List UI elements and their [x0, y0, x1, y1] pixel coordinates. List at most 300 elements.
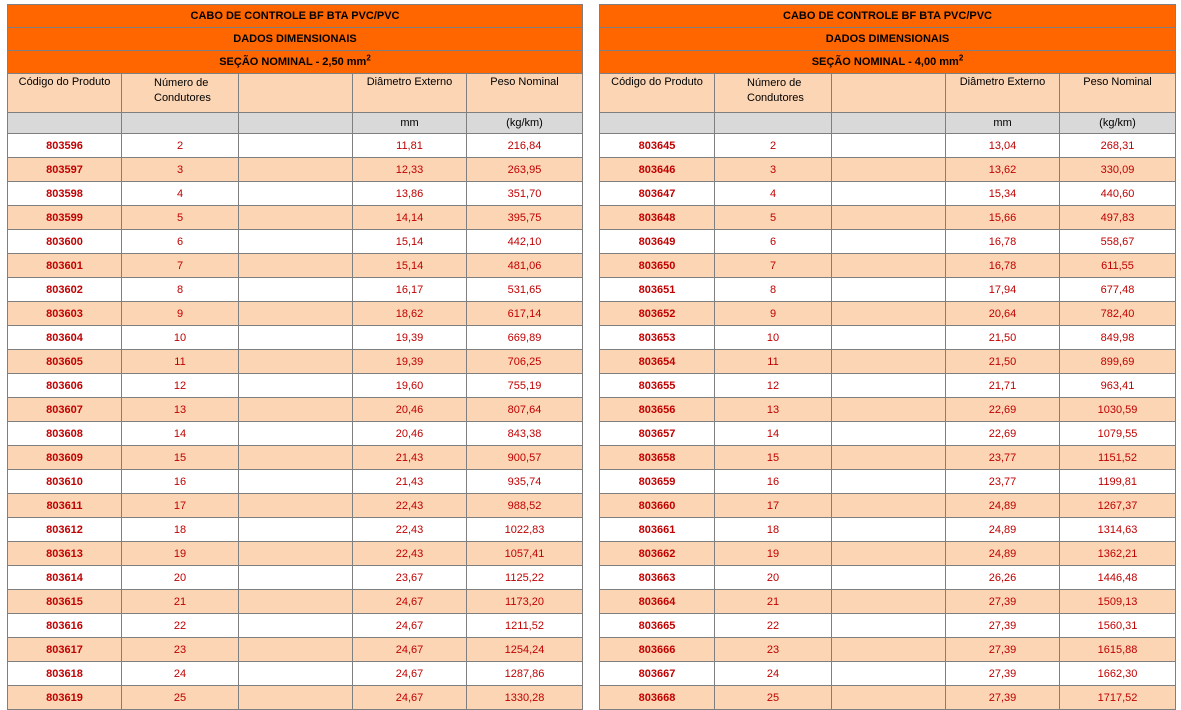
- nominal-weight: 1615,88: [1060, 638, 1176, 662]
- product-code: 803600: [8, 230, 122, 254]
- col-header-diameter: Diâmetro Externo: [946, 74, 1060, 113]
- conductor-count: 25: [122, 686, 239, 710]
- conductor-count: 21: [715, 590, 832, 614]
- blank-cell: [239, 662, 353, 686]
- conductor-count: 17: [122, 494, 239, 518]
- outer-diameter: 22,69: [946, 422, 1060, 446]
- nominal-weight: 677,48: [1060, 278, 1176, 302]
- col-header-code: Código do Produto: [600, 74, 715, 113]
- blank-cell: [239, 398, 353, 422]
- unit-cell-empty: [600, 113, 715, 134]
- table-subtitle: DADOS DIMENSIONAIS: [600, 28, 1176, 51]
- section-text: SEÇÃO NOMINAL - 4,00 mm: [811, 56, 959, 68]
- product-code: 803596: [8, 134, 122, 158]
- product-code: 803614: [8, 566, 122, 590]
- table-row: [8, 182, 583, 206]
- outer-diameter: 24,67: [353, 590, 467, 614]
- unit-weight: (kg/km): [1060, 113, 1176, 134]
- table-row: [8, 542, 583, 566]
- col-header-conductors: Número de Condutores: [122, 74, 239, 113]
- conductor-count: 22: [122, 614, 239, 638]
- section-superscript: 2: [958, 53, 964, 63]
- conductor-count: 12: [122, 374, 239, 398]
- blank-cell: [832, 638, 946, 662]
- blank-cell: [239, 182, 353, 206]
- table-row: [600, 518, 1176, 542]
- table-title: CABO DE CONTROLE BF BTA PVC/PVC: [8, 5, 583, 28]
- nominal-weight: 611,55: [1060, 254, 1176, 278]
- col-header-conductors: Número de Condutores: [715, 74, 832, 113]
- blank-cell: [239, 470, 353, 494]
- conductor-count: 15: [715, 446, 832, 470]
- table-row: [8, 206, 583, 230]
- conductor-count: 18: [122, 518, 239, 542]
- nominal-weight: 669,89: [467, 326, 583, 350]
- product-code: 803645: [600, 134, 715, 158]
- blank-cell: [239, 134, 353, 158]
- conductor-count: 25: [715, 686, 832, 710]
- nominal-weight: 1287,86: [467, 662, 583, 686]
- blank-cell: [832, 470, 946, 494]
- product-code: 803603: [8, 302, 122, 326]
- product-code: 803612: [8, 518, 122, 542]
- conductor-count: 9: [715, 302, 832, 326]
- conductor-count: 5: [122, 206, 239, 230]
- blank-cell: [239, 422, 353, 446]
- outer-diameter: 20,64: [946, 302, 1060, 326]
- outer-diameter: 22,43: [353, 494, 467, 518]
- nominal-weight: 1254,24: [467, 638, 583, 662]
- nominal-weight: 706,25: [467, 350, 583, 374]
- outer-diameter: 13,04: [946, 134, 1060, 158]
- nominal-weight: 900,57: [467, 446, 583, 470]
- table-row: [8, 470, 583, 494]
- table-row: [600, 206, 1176, 230]
- blank-cell: [832, 254, 946, 278]
- nominal-weight: 782,40: [1060, 302, 1176, 326]
- conductor-count: 24: [122, 662, 239, 686]
- outer-diameter: 16,17: [353, 278, 467, 302]
- unit-cell-empty: [122, 113, 239, 134]
- blank-cell: [832, 614, 946, 638]
- outer-diameter: 27,39: [946, 614, 1060, 638]
- nominal-weight: 1173,20: [467, 590, 583, 614]
- product-code: 803662: [600, 542, 715, 566]
- product-code: 803608: [8, 422, 122, 446]
- product-code: 803609: [8, 446, 122, 470]
- blank-cell: [832, 566, 946, 590]
- conductor-count: 10: [122, 326, 239, 350]
- table-row: [8, 662, 583, 686]
- conductor-count: 8: [715, 278, 832, 302]
- conductor-count: 17: [715, 494, 832, 518]
- outer-diameter: 24,67: [353, 638, 467, 662]
- blank-cell: [239, 206, 353, 230]
- product-code: 803646: [600, 158, 715, 182]
- product-code: 803666: [600, 638, 715, 662]
- nominal-weight: 849,98: [1060, 326, 1176, 350]
- conductor-count: 12: [715, 374, 832, 398]
- table-row: [8, 254, 583, 278]
- nominal-weight: 1057,41: [467, 542, 583, 566]
- product-code: 803653: [600, 326, 715, 350]
- outer-diameter: 21,43: [353, 470, 467, 494]
- nominal-weight: 1509,13: [1060, 590, 1176, 614]
- table-row: [600, 254, 1176, 278]
- product-code: 803616: [8, 614, 122, 638]
- blank-cell: [239, 566, 353, 590]
- conductor-count: 3: [715, 158, 832, 182]
- conductor-count: 6: [122, 230, 239, 254]
- nominal-weight: 1330,28: [467, 686, 583, 710]
- nominal-weight: 935,74: [467, 470, 583, 494]
- outer-diameter: 22,69: [946, 398, 1060, 422]
- table-2-50mm: [7, 4, 583, 710]
- section-superscript: 2: [366, 53, 371, 63]
- outer-diameter: 22,43: [353, 518, 467, 542]
- table-row: [8, 614, 583, 638]
- table-row: [8, 302, 583, 326]
- outer-diameter: 13,86: [353, 182, 467, 206]
- blank-cell: [832, 326, 946, 350]
- product-code: 803611: [8, 494, 122, 518]
- product-code: 803652: [600, 302, 715, 326]
- blank-cell: [239, 590, 353, 614]
- nominal-weight: 1079,55: [1060, 422, 1176, 446]
- unit-diameter: mm: [946, 113, 1060, 134]
- outer-diameter: 27,39: [946, 662, 1060, 686]
- product-code: 803610: [8, 470, 122, 494]
- nominal-weight: 843,38: [467, 422, 583, 446]
- unit-weight: (kg/km): [467, 113, 583, 134]
- conductor-count: 21: [122, 590, 239, 614]
- col-header-weight: Peso Nominal: [1060, 74, 1176, 113]
- blank-cell: [832, 590, 946, 614]
- nominal-weight: 1125,22: [467, 566, 583, 590]
- product-code: 803650: [600, 254, 715, 278]
- blank-cell: [239, 638, 353, 662]
- table-row: [8, 494, 583, 518]
- blank-cell: [832, 398, 946, 422]
- outer-diameter: 16,78: [946, 230, 1060, 254]
- table-row: [600, 134, 1176, 158]
- blank-cell: [832, 542, 946, 566]
- conductor-count: 2: [122, 134, 239, 158]
- product-code: 803667: [600, 662, 715, 686]
- product-code: 803663: [600, 566, 715, 590]
- product-code: 803617: [8, 638, 122, 662]
- blank-cell: [832, 134, 946, 158]
- conductor-count: 23: [715, 638, 832, 662]
- table-row: [8, 566, 583, 590]
- outer-diameter: 21,50: [946, 326, 1060, 350]
- conductor-count: 9: [122, 302, 239, 326]
- outer-diameter: 27,39: [946, 686, 1060, 710]
- conductor-count: 10: [715, 326, 832, 350]
- conductor-count: 20: [715, 566, 832, 590]
- nominal-weight: 440,60: [1060, 182, 1176, 206]
- outer-diameter: 26,26: [946, 566, 1060, 590]
- table-row: [600, 158, 1176, 182]
- conductor-count: 23: [122, 638, 239, 662]
- table-row: [600, 302, 1176, 326]
- blank-cell: [832, 494, 946, 518]
- nominal-weight: 216,84: [467, 134, 583, 158]
- col-header-diameter: Diâmetro Externo: [353, 74, 467, 113]
- product-code: 803664: [600, 590, 715, 614]
- nominal-weight: 1267,37: [1060, 494, 1176, 518]
- product-code: 803661: [600, 518, 715, 542]
- conductor-count: 16: [715, 470, 832, 494]
- conductor-count: 22: [715, 614, 832, 638]
- outer-diameter: 19,39: [353, 350, 467, 374]
- table-row: [600, 230, 1176, 254]
- blank-cell: [239, 254, 353, 278]
- nominal-weight: 988,52: [467, 494, 583, 518]
- outer-diameter: 24,89: [946, 494, 1060, 518]
- col-header-blank: [239, 74, 353, 113]
- table-row: [8, 158, 583, 182]
- table-row: [600, 326, 1176, 350]
- table-row: [600, 278, 1176, 302]
- conductor-count: 7: [122, 254, 239, 278]
- product-code: 803660: [600, 494, 715, 518]
- product-code: 803597: [8, 158, 122, 182]
- table-body: [600, 5, 1176, 710]
- unit-cell-empty: [239, 113, 353, 134]
- product-code: 803605: [8, 350, 122, 374]
- table-row: [600, 662, 1176, 686]
- blank-cell: [832, 302, 946, 326]
- product-code: 803613: [8, 542, 122, 566]
- nominal-weight: 617,14: [467, 302, 583, 326]
- table-title: CABO DE CONTROLE BF BTA PVC/PVC: [600, 5, 1176, 28]
- outer-diameter: 24,89: [946, 518, 1060, 542]
- blank-cell: [832, 158, 946, 182]
- conductor-count: 14: [122, 422, 239, 446]
- table-row: [600, 566, 1176, 590]
- table-row: [8, 326, 583, 350]
- nominal-weight: 1662,30: [1060, 662, 1176, 686]
- outer-diameter: 22,43: [353, 542, 467, 566]
- blank-cell: [832, 662, 946, 686]
- blank-cell: [832, 518, 946, 542]
- table-row: [600, 398, 1176, 422]
- conductor-count: 13: [122, 398, 239, 422]
- product-code: 803659: [600, 470, 715, 494]
- outer-diameter: 13,62: [946, 158, 1060, 182]
- conductor-count: 14: [715, 422, 832, 446]
- outer-diameter: 23,67: [353, 566, 467, 590]
- product-code: 803599: [8, 206, 122, 230]
- unit-cell-empty: [715, 113, 832, 134]
- conductor-count: 16: [122, 470, 239, 494]
- outer-diameter: 14,14: [353, 206, 467, 230]
- table-row: [600, 182, 1176, 206]
- outer-diameter: 17,94: [946, 278, 1060, 302]
- table-row: [8, 590, 583, 614]
- section-text: SEÇÃO NOMINAL - 2,50 mm: [219, 56, 367, 68]
- product-code: 803647: [600, 182, 715, 206]
- unit-diameter: mm: [353, 113, 467, 134]
- product-code: 803656: [600, 398, 715, 422]
- nominal-weight: 963,41: [1060, 374, 1176, 398]
- conductor-count: 11: [715, 350, 832, 374]
- table-row: [8, 134, 583, 158]
- nominal-weight: 263,95: [467, 158, 583, 182]
- blank-cell: [832, 206, 946, 230]
- unit-cell-empty: [832, 113, 946, 134]
- conductor-count: 5: [715, 206, 832, 230]
- outer-diameter: 21,71: [946, 374, 1060, 398]
- nominal-weight: 807,64: [467, 398, 583, 422]
- table-row: [8, 686, 583, 710]
- conductor-count: 6: [715, 230, 832, 254]
- outer-diameter: 20,46: [353, 398, 467, 422]
- table-row: [600, 686, 1176, 710]
- nominal-weight: 330,09: [1060, 158, 1176, 182]
- blank-cell: [832, 422, 946, 446]
- outer-diameter: 23,77: [946, 470, 1060, 494]
- outer-diameter: 27,39: [946, 638, 1060, 662]
- product-code: 803651: [600, 278, 715, 302]
- blank-cell: [239, 446, 353, 470]
- product-code: 803649: [600, 230, 715, 254]
- table-row: [600, 542, 1176, 566]
- conductor-count: 19: [715, 542, 832, 566]
- outer-diameter: 19,39: [353, 326, 467, 350]
- nominal-weight: 1314,63: [1060, 518, 1176, 542]
- blank-cell: [832, 230, 946, 254]
- col-header-code: Código do Produto: [8, 74, 122, 113]
- table-row: [8, 350, 583, 374]
- nominal-weight: 531,65: [467, 278, 583, 302]
- table-row: [8, 374, 583, 398]
- blank-cell: [832, 686, 946, 710]
- outer-diameter: 15,14: [353, 230, 467, 254]
- nominal-weight: 395,75: [467, 206, 583, 230]
- col-header-weight: Peso Nominal: [467, 74, 583, 113]
- blank-cell: [239, 686, 353, 710]
- table-row: [600, 494, 1176, 518]
- product-code: 803598: [8, 182, 122, 206]
- outer-diameter: 23,77: [946, 446, 1060, 470]
- product-code: 803607: [8, 398, 122, 422]
- product-code: 803655: [600, 374, 715, 398]
- nominal-weight: 481,06: [467, 254, 583, 278]
- table-row: [600, 374, 1176, 398]
- col-header-blank: [832, 74, 946, 113]
- table-subtitle: DADOS DIMENSIONAIS: [8, 28, 583, 51]
- outer-diameter: 24,67: [353, 662, 467, 686]
- blank-cell: [239, 494, 353, 518]
- blank-cell: [239, 302, 353, 326]
- outer-diameter: 21,50: [946, 350, 1060, 374]
- table-row: [8, 230, 583, 254]
- outer-diameter: 12,33: [353, 158, 467, 182]
- outer-diameter: 24,67: [353, 614, 467, 638]
- nominal-weight: 268,31: [1060, 134, 1176, 158]
- nominal-weight: 351,70: [467, 182, 583, 206]
- nominal-weight: 1560,31: [1060, 614, 1176, 638]
- product-code: 803668: [600, 686, 715, 710]
- nominal-weight: 1030,59: [1060, 398, 1176, 422]
- outer-diameter: 20,46: [353, 422, 467, 446]
- nominal-weight: 1717,52: [1060, 686, 1176, 710]
- product-code: 803602: [8, 278, 122, 302]
- conductor-count: 3: [122, 158, 239, 182]
- conductor-count: 15: [122, 446, 239, 470]
- conductor-count: 13: [715, 398, 832, 422]
- table-row: [8, 518, 583, 542]
- product-code: 803601: [8, 254, 122, 278]
- table-row: [600, 638, 1176, 662]
- conductor-count: 7: [715, 254, 832, 278]
- product-code: 803615: [8, 590, 122, 614]
- blank-cell: [239, 542, 353, 566]
- section-title: [8, 51, 583, 74]
- conductor-count: 11: [122, 350, 239, 374]
- conductor-count: 19: [122, 542, 239, 566]
- nominal-weight: 1022,83: [467, 518, 583, 542]
- outer-diameter: 16,78: [946, 254, 1060, 278]
- table-row: [600, 590, 1176, 614]
- nominal-weight: 1362,21: [1060, 542, 1176, 566]
- section-title: [600, 51, 1176, 74]
- blank-cell: [239, 230, 353, 254]
- nominal-weight: 1446,48: [1060, 566, 1176, 590]
- blank-cell: [239, 518, 353, 542]
- conductor-count: 2: [715, 134, 832, 158]
- product-code: 803654: [600, 350, 715, 374]
- blank-cell: [239, 158, 353, 182]
- nominal-weight: 558,67: [1060, 230, 1176, 254]
- table-row: [8, 446, 583, 470]
- outer-diameter: 11,81: [353, 134, 467, 158]
- blank-cell: [832, 182, 946, 206]
- table-row: [600, 470, 1176, 494]
- outer-diameter: 21,43: [353, 446, 467, 470]
- outer-diameter: 15,14: [353, 254, 467, 278]
- unit-cell-empty: [8, 113, 122, 134]
- outer-diameter: 24,67: [353, 686, 467, 710]
- product-code: 803665: [600, 614, 715, 638]
- nominal-weight: 442,10: [467, 230, 583, 254]
- outer-diameter: 19,60: [353, 374, 467, 398]
- nominal-weight: 755,19: [467, 374, 583, 398]
- table-body: [8, 5, 583, 710]
- nominal-weight: 1151,52: [1060, 446, 1176, 470]
- product-code: 803619: [8, 686, 122, 710]
- outer-diameter: 18,62: [353, 302, 467, 326]
- blank-cell: [832, 350, 946, 374]
- product-code: 803604: [8, 326, 122, 350]
- product-code: 803618: [8, 662, 122, 686]
- nominal-weight: 899,69: [1060, 350, 1176, 374]
- blank-cell: [239, 350, 353, 374]
- outer-diameter: 15,34: [946, 182, 1060, 206]
- table-row: [600, 446, 1176, 470]
- conductor-count: 18: [715, 518, 832, 542]
- nominal-weight: 1211,52: [467, 614, 583, 638]
- outer-diameter: 27,39: [946, 590, 1060, 614]
- table-row: [600, 422, 1176, 446]
- blank-cell: [832, 374, 946, 398]
- product-code: 803657: [600, 422, 715, 446]
- blank-cell: [239, 278, 353, 302]
- conductor-count: 20: [122, 566, 239, 590]
- conductor-count: 8: [122, 278, 239, 302]
